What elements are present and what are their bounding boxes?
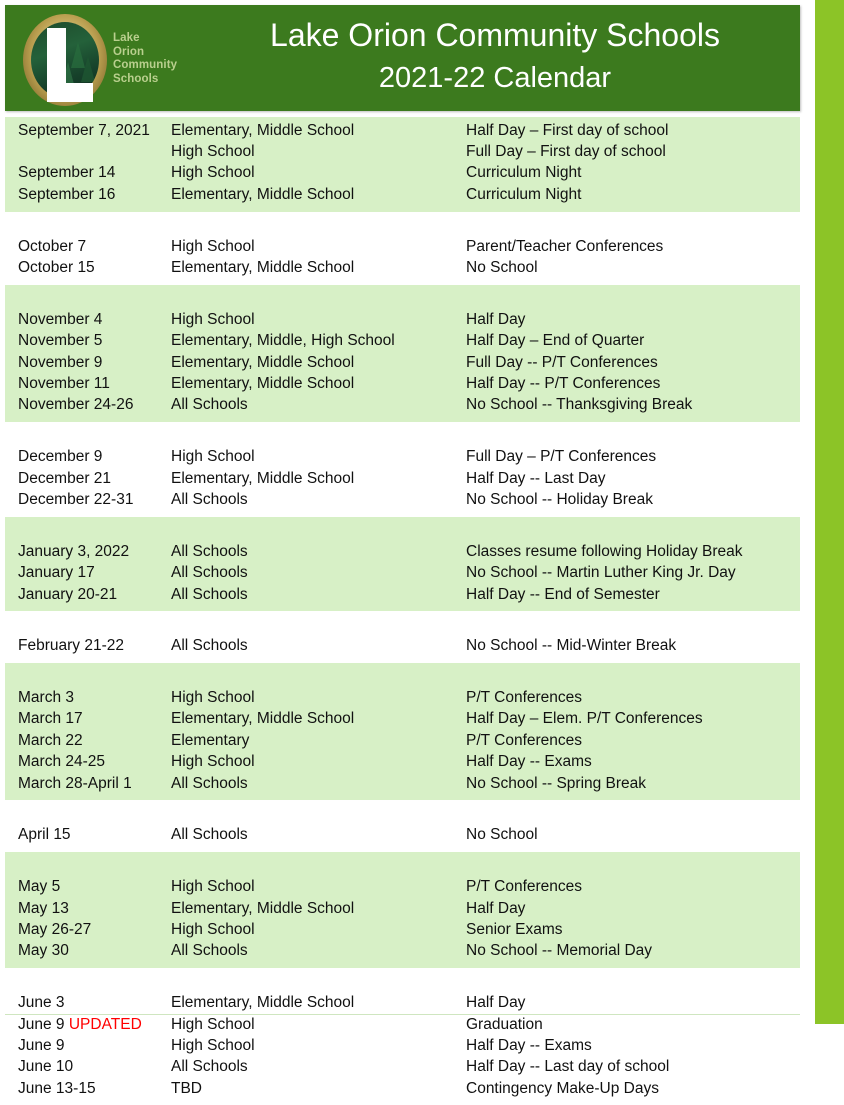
cell-date: September 16 xyxy=(18,185,116,203)
table-row xyxy=(5,752,800,773)
table-row xyxy=(5,446,800,467)
cell-date: January 17 xyxy=(18,564,95,582)
cell-schools: Elementary, Middle School xyxy=(171,353,355,371)
month-group xyxy=(5,212,800,285)
cell-schools: High School xyxy=(171,164,255,182)
page-title: Lake Orion Community Schools xyxy=(270,17,720,53)
cell-date: September 7, 2021 xyxy=(18,121,150,139)
table-row xyxy=(5,919,800,940)
cell-schools: All Schools xyxy=(171,396,248,414)
cell-schools: High School xyxy=(171,143,255,161)
table-row xyxy=(5,352,800,373)
cell-date: June 3 xyxy=(18,994,65,1012)
table-row xyxy=(5,898,800,919)
table-row xyxy=(5,541,800,562)
cell-date: January 20-21 xyxy=(18,585,118,603)
table-row xyxy=(5,309,800,330)
cell-schools: High School xyxy=(171,753,255,771)
cell-date: December 9 xyxy=(18,448,103,466)
cell-date: December 22-31 xyxy=(18,490,134,508)
cell-schools: Elementary, Middle, High School xyxy=(171,332,395,350)
table-row xyxy=(5,584,800,605)
cell-note: No School xyxy=(466,826,538,844)
cell-date: May 26-27 xyxy=(18,920,92,938)
month-group xyxy=(5,968,800,1105)
cell-note: Classes resume following Holiday Break xyxy=(466,542,743,560)
cell-date: April 15 xyxy=(18,826,71,844)
cell-schools: Elementary, Middle School xyxy=(171,994,355,1012)
accent-bar xyxy=(815,0,844,1024)
header-titles xyxy=(195,13,795,99)
cell-date: November 4 xyxy=(18,310,103,328)
cell-date: October 15 xyxy=(18,259,95,277)
cell-schools: All Schools xyxy=(171,826,248,844)
cell-note: Half Day -- Exams xyxy=(466,1036,592,1054)
table-row xyxy=(5,971,800,992)
month-group xyxy=(5,517,800,612)
cell-date: May 13 xyxy=(18,899,69,917)
cell-note: No School -- Mid-Winter Break xyxy=(466,637,677,655)
cell-note: No School -- Spring Break xyxy=(466,774,647,792)
table-row xyxy=(5,395,800,416)
cell-note: Graduation xyxy=(466,1015,543,1033)
table-row xyxy=(5,215,800,236)
cell-note: Half Day – First day of school xyxy=(466,121,669,139)
table-row xyxy=(5,163,800,184)
page-subtitle: 2021-22 Calendar xyxy=(378,62,612,94)
table-row xyxy=(5,257,800,278)
cell-note: No School -- Martin Luther King Jr. Day xyxy=(466,564,736,582)
cell-note: Parent/Teacher Conferences xyxy=(466,237,664,255)
cell-date: March 3 xyxy=(18,689,74,707)
table-row xyxy=(5,288,800,309)
cell-date: June 9 xyxy=(18,1036,65,1054)
table-row xyxy=(5,1014,800,1035)
cell-schools: High School xyxy=(171,1015,255,1033)
month-group xyxy=(5,422,800,517)
cell-schools: High School xyxy=(171,920,255,938)
table-row xyxy=(5,666,800,687)
table-row xyxy=(5,141,800,162)
cell-note: Half Day -- End of Semester xyxy=(466,585,660,603)
cell-schools: High School xyxy=(171,310,255,328)
cell-date-text: June 9 xyxy=(18,1015,65,1033)
month-group xyxy=(5,285,800,422)
cell-date: June 10 xyxy=(18,1058,74,1076)
table-row xyxy=(5,1035,800,1056)
cell-schools: High School xyxy=(171,1036,255,1054)
cell-note: No School -- Thanksgiving Break xyxy=(466,396,693,414)
cell-date: March 24-25 xyxy=(18,753,106,771)
table-row xyxy=(5,489,800,510)
cell-note: Curriculum Night xyxy=(466,164,582,182)
cell-date: November 24-26 xyxy=(18,396,134,414)
cell-note: P/T Conferences xyxy=(466,878,583,896)
month-group xyxy=(5,117,800,212)
cell-note: Half Day -- Last day of school xyxy=(466,1058,670,1076)
cell-schools: All Schools xyxy=(171,564,248,582)
cell-date: November 9 xyxy=(18,353,103,371)
cell-schools: Elementary, Middle School xyxy=(171,259,355,277)
district-logo xyxy=(17,10,192,108)
cell-schools: All Schools xyxy=(171,585,248,603)
cell-note: No School -- Holiday Break xyxy=(466,490,653,508)
cell-schools: All Schools xyxy=(171,637,248,655)
month-group xyxy=(5,611,800,663)
cell-note: Full Day -- P/T Conferences xyxy=(466,353,658,371)
cell-date: October 7 xyxy=(18,237,87,255)
logo-wordmark-line-1: Lake xyxy=(113,32,140,44)
table-row xyxy=(5,331,800,352)
cell-schools: All Schools xyxy=(171,774,248,792)
cell-schools: High School xyxy=(171,237,255,255)
cell-note: Half Day xyxy=(466,994,526,1012)
cell-schools: Elementary, Middle School xyxy=(171,374,355,392)
cell-note: Full Day – First day of school xyxy=(466,143,666,161)
cell-note: Half Day -- Last Day xyxy=(466,469,606,487)
cell-note: Half Day -- Exams xyxy=(466,753,592,771)
cell-note: Curriculum Night xyxy=(466,185,582,203)
cell-note: Contingency Make-Up Days xyxy=(466,1079,659,1097)
logo-wordmark-line-4: Schools xyxy=(113,72,159,85)
cell-schools: Elementary, Middle School xyxy=(171,121,355,139)
cell-schools: High School xyxy=(171,448,255,466)
cell-schools: Elementary, Middle School xyxy=(171,185,355,203)
cell-schools: TBD xyxy=(171,1079,202,1097)
logo-wordmark-line-2: Orion xyxy=(113,45,145,58)
cell-date: May 5 xyxy=(18,878,61,896)
cell-schools: Elementary, Middle School xyxy=(171,710,355,728)
cell-schools: Elementary, Middle School xyxy=(171,899,355,917)
table-row xyxy=(5,773,800,794)
table-row xyxy=(5,520,800,541)
table-row xyxy=(5,941,800,962)
cell-schools: Elementary, Middle School xyxy=(171,469,355,487)
table-row xyxy=(5,1057,800,1078)
cell-note: Half Day xyxy=(466,899,526,917)
table-row xyxy=(5,636,800,657)
cell-note: No School -- Memorial Day xyxy=(466,942,653,960)
table-row xyxy=(5,709,800,730)
table-row xyxy=(5,825,800,846)
cell-date xyxy=(5,1016,171,1034)
table-row xyxy=(5,236,800,257)
cell-note: P/T Conferences xyxy=(466,689,583,707)
month-group xyxy=(5,852,800,968)
cell-date: November 11 xyxy=(18,374,110,392)
cell-date: December 21 xyxy=(18,469,112,487)
cell-schools: All Schools xyxy=(171,490,248,508)
cell-schools: High School xyxy=(171,878,255,896)
cell-date: January 3, 2022 xyxy=(18,542,130,560)
cell-schools: All Schools xyxy=(171,1058,248,1076)
table-row xyxy=(5,614,800,635)
table-row xyxy=(5,120,800,141)
bottom-rule xyxy=(5,1014,800,1015)
table-row xyxy=(5,992,800,1013)
month-group xyxy=(5,800,800,852)
updated-badge: UPDATED xyxy=(68,1015,142,1033)
cell-note: Senior Exams xyxy=(466,920,563,938)
cell-note: Half Day – Elem. P/T Conferences xyxy=(466,710,703,728)
calendar-table xyxy=(5,117,800,1105)
table-row xyxy=(5,425,800,446)
page-header xyxy=(5,5,800,111)
letter-l-icon xyxy=(47,28,93,102)
cell-note: Half Day – End of Quarter xyxy=(466,332,645,350)
cell-date: May 30 xyxy=(18,942,69,960)
table-row xyxy=(5,184,800,205)
table-row xyxy=(5,468,800,489)
table-row xyxy=(5,877,800,898)
cell-note: Half Day xyxy=(466,310,526,328)
logo-wordmark-line-3: Community xyxy=(113,59,178,71)
table-row xyxy=(5,562,800,583)
table-row xyxy=(5,1078,800,1099)
cell-date: March 17 xyxy=(18,710,83,728)
cell-note: No School xyxy=(466,259,538,277)
table-row xyxy=(5,730,800,751)
cell-date: March 22 xyxy=(18,731,83,749)
logo-wordmark xyxy=(113,32,191,86)
table-row xyxy=(5,687,800,708)
cell-note: P/T Conferences xyxy=(466,731,583,749)
cell-schools: High School xyxy=(171,689,255,707)
table-row xyxy=(5,803,800,824)
logo-seal-icon xyxy=(23,14,107,106)
cell-schools: All Schools xyxy=(171,942,248,960)
cell-note: Half Day -- P/T Conferences xyxy=(466,374,661,392)
cell-date: November 5 xyxy=(18,332,103,350)
cell-date: March 28-April 1 xyxy=(18,774,132,792)
cell-date: February 21-22 xyxy=(18,637,124,655)
table-row xyxy=(5,855,800,876)
cell-schools: All Schools xyxy=(171,542,248,560)
cell-date: June 13-15 xyxy=(18,1079,96,1097)
month-group xyxy=(5,663,800,800)
cell-schools: Elementary xyxy=(171,731,250,749)
table-row xyxy=(5,373,800,394)
cell-note: Full Day – P/T Conferences xyxy=(466,448,657,466)
cell-date: September 14 xyxy=(18,164,116,182)
